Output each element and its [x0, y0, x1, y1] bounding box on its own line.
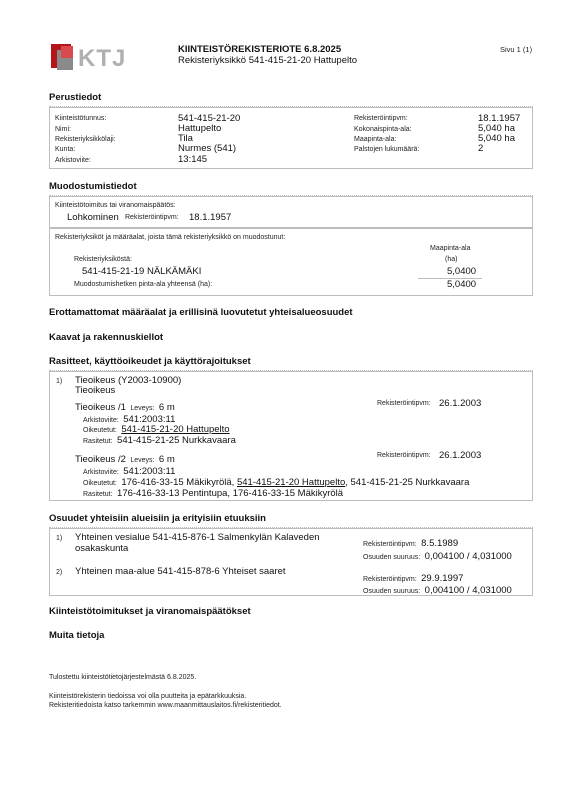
- arkisto-row: Arkistoviite: 541:2003:11: [83, 466, 176, 477]
- toimitus-label: Kiinteistötoimitus tai viranomaispäätös:: [55, 202, 176, 209]
- oikeutetut-row: Oikeutetut: 541-415-21-20 Hattupelto: [83, 424, 230, 435]
- item-number: 1): [56, 535, 63, 542]
- osuus-line2: osakaskunta: [75, 543, 129, 554]
- field-value: Hattupelto: [178, 123, 222, 134]
- rasite-item: Tieoikeus /2 Leveys: 6 m: [75, 454, 175, 465]
- rasitetut-row: Rasitetut: 176-416-33-13 Pentintupa, 176-416-33-15 Mäkikyrölä: [83, 488, 344, 499]
- page-number: Sivu 1 (1): [500, 45, 533, 54]
- printed-note: Tulostettu kiinteistötietojärjestelmästä 6.8.2025.: [49, 674, 197, 681]
- osuus-line1: Yhteinen maa-alue 541-415-878-6 Yhteiset saaret: [75, 566, 286, 577]
- field-label: Nimi:: [55, 126, 71, 133]
- reg-date-value: 26.1.2003: [439, 450, 482, 461]
- column-header-area: Maapinta-ala: [430, 245, 471, 252]
- field-value: 5,040 ha: [478, 123, 515, 134]
- section-rasitteet-heading: Rasitteet, käyttöoikeudet ja käyttörajoitukset: [49, 356, 251, 367]
- total-area-label: Muodostumishetken pinta-ala yhteensä (ha):: [74, 281, 213, 288]
- perustiedot-box: [49, 107, 533, 169]
- field-value: 13:145: [178, 154, 208, 165]
- toimitus-value: Lohkominen: [67, 212, 119, 223]
- property-link[interactable]: 541-415-21-20 Hattupelto: [121, 424, 230, 435]
- section-kaavat-heading: Kaavat ja rakennuskiellot: [49, 332, 164, 343]
- section-muodostumistiedot-heading: Muodostumistiedot: [49, 181, 137, 192]
- field-value: 5,040 ha: [478, 133, 515, 144]
- field-label: Kunta:: [55, 146, 76, 153]
- logo-text: KTJ: [78, 45, 127, 72]
- reg-date-value: 18.1.1957: [189, 212, 232, 223]
- field-label: Kiinteistötunnus:: [55, 115, 107, 122]
- field-label: Rekisteröintipvm:: [354, 115, 408, 122]
- arkisto-row: Arkistoviite: 541:2003:11: [83, 414, 176, 425]
- source-area: 5,0400: [447, 266, 477, 277]
- field-value: 2: [478, 143, 484, 154]
- section-osuudet-heading: Osuudet yhteisiin alueisiin ja erityisiin etuuksiin: [49, 513, 266, 524]
- osuus-line1: Yhteinen vesialue 541-415-876-1 Salmenkylän Kalaveden: [75, 532, 320, 543]
- disclaimer-line2: Rekisteritiedoista katso tarkemmin www.maanmittauslaitos.fi/rekisteritiedot.: [49, 702, 282, 709]
- property-link[interactable]: 541-415-21-20 Hattupelto: [236, 477, 346, 488]
- field-label: Palstojen lukumäärä:: [354, 146, 420, 153]
- reg-date-value: 26.1.2003: [439, 398, 482, 409]
- document-subtitle: Rekisteriyksikkö 541-415-21-20 Hattupelto: [178, 55, 358, 66]
- reg-date-label: Rekisteröintipvm:: [125, 214, 179, 221]
- section-toimitukset-heading: Kiinteistötoimitukset ja viranomaispäätökset: [49, 606, 251, 617]
- osuus-share-row: Osuuden suuruus: 0,004100 / 4,031000: [363, 551, 512, 562]
- field-label: Maapinta-ala:: [354, 136, 397, 143]
- field-label: Rekisteriyksikkölaji:: [55, 136, 116, 143]
- osuudet-box: [49, 528, 533, 596]
- field-value: 18.1.1957: [478, 113, 521, 124]
- field-label: Kokonaispinta-ala:: [354, 126, 412, 133]
- muodostumistiedot-toimitus-box: [49, 196, 533, 228]
- field-value: Nurmes (541): [178, 143, 237, 154]
- field-value: 541-415-21-20: [178, 113, 241, 124]
- oikeutetut-row: Oikeutetut: 176-416-33-15 Mäkikyrölä, 541-415-21-20 Hattupelto, 541-415-21-25 Nurkkavaara: [83, 477, 470, 488]
- source-label: Rekisteriyksiköstä:: [74, 256, 132, 263]
- total-area-value: 5,0400: [447, 279, 477, 290]
- osuus-share-row: Osuuden suuruus: 0,004100 / 4,031000: [363, 585, 512, 596]
- section-erottamattomat-heading: Erottamattomat määräalat ja erillisinä luovutetut yhteisalueosuudet: [49, 307, 353, 318]
- document-title: KIINTEISTÖREKISTERIOTE 6.8.2025: [178, 44, 342, 55]
- item-number: 1): [56, 378, 63, 385]
- disclaimer-line1: Kiinteistörekisterin tiedoissa voi olla puutteita ja epätarkkuuksia.: [49, 693, 247, 700]
- rasite-subtitle: Tieoikeus: [75, 385, 116, 396]
- reg-date-label: Rekisteröintipvm:: [377, 400, 431, 407]
- field-label: Arkistoviite:: [55, 157, 91, 164]
- rasite-title: Tieoikeus (Y2003-10900): [75, 375, 182, 386]
- osuus-reg-row: Rekisteröintipvm: 8.5.1989: [363, 538, 459, 549]
- rasitetut-row: Rasitetut: 541-415-21-25 Nurkkavaara: [83, 435, 236, 446]
- section-perustiedot-heading: Perustiedot: [49, 92, 102, 103]
- osuus-reg-row: Rekisteröintipvm: 29.9.1997: [363, 573, 464, 584]
- section-muita-heading: Muita tietoja: [49, 630, 105, 641]
- rasite-item: Tieoikeus /1 Leveys: 6 m: [75, 402, 175, 413]
- item-number: 2): [56, 569, 63, 576]
- column-header-unit: (ha): [445, 256, 458, 263]
- muodostumistiedot-source-box: [49, 228, 533, 296]
- source-unit: 541-415-21-19 NÄLKÄMÄKI: [82, 266, 202, 277]
- reg-date-label: Rekisteröintipvm:: [377, 452, 431, 459]
- source-intro: Rekisteriyksiköt ja määräalat, joista tämä rekisteriyksikkö on muodostunut:: [55, 234, 286, 241]
- rasitteet-box: [49, 371, 533, 501]
- field-value: Tila: [178, 133, 193, 144]
